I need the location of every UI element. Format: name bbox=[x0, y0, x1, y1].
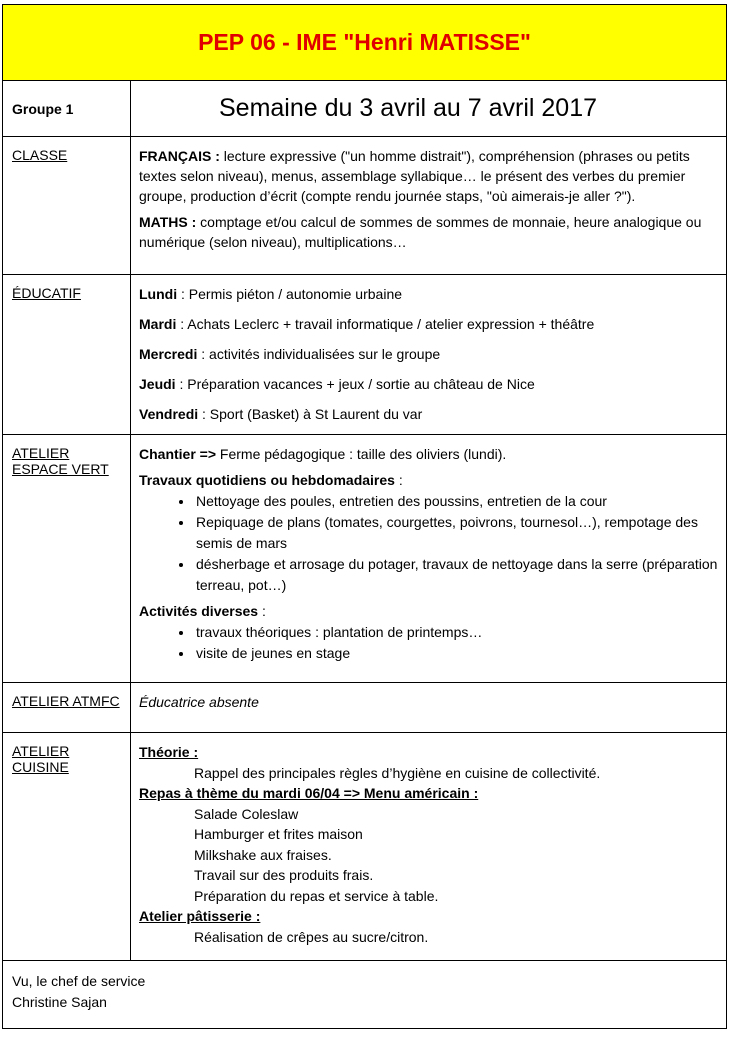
cuisine-label-line1: ATELIER bbox=[12, 743, 70, 759]
group-label: Groupe 1 bbox=[3, 81, 131, 137]
day-text: : Permis piéton / autonomie urbaine bbox=[177, 286, 403, 302]
classe-row bbox=[3, 137, 727, 275]
cuisine-label-cell bbox=[3, 733, 131, 961]
group-row bbox=[3, 81, 727, 137]
theorie-title: Théorie : bbox=[139, 744, 199, 760]
atmfc-label: ATELIER ATMFC bbox=[12, 693, 120, 709]
travaux-colon: : bbox=[394, 472, 403, 488]
espace-vert-label-cell bbox=[3, 435, 131, 683]
day-name: Mercredi bbox=[139, 346, 198, 362]
espace-vert-content bbox=[131, 435, 727, 683]
signature-line2: Christine Sajan bbox=[12, 994, 107, 1010]
patisserie-text: Réalisation de crêpes au sucre/citron. bbox=[194, 928, 429, 945]
educatif-label-cell bbox=[3, 275, 131, 435]
classe-label-cell bbox=[3, 137, 131, 275]
day-item-lundi bbox=[139, 284, 718, 304]
signature-block bbox=[3, 961, 727, 1029]
signature-line1: Vu, le chef de service bbox=[12, 973, 146, 989]
theorie-text: Rappel des principales règles d’hygiène en cuisine de collectivité. bbox=[194, 764, 601, 781]
classe-content bbox=[131, 137, 727, 275]
list-item: • visite de jeunes en stage bbox=[194, 643, 718, 664]
day-name: Lundi bbox=[139, 286, 178, 302]
week-title: Semaine du 3 avril au 7 avril 2017 bbox=[131, 81, 727, 137]
maths-title: MATHS : bbox=[139, 214, 197, 230]
list-item: • désherbage et arrosage du potager, travaux de nettoyage dans la serre (préparation terreau, pot…) bbox=[194, 554, 718, 596]
day-text: : Sport (Basket) à St Laurent du var bbox=[198, 406, 423, 422]
day-name: Mardi bbox=[139, 316, 177, 332]
educatif-row bbox=[3, 275, 727, 435]
day-text: : activités individualisées sur le groupe bbox=[197, 346, 441, 362]
activites-heading bbox=[139, 601, 718, 622]
footer-row bbox=[3, 961, 727, 1029]
espace-vert-label-line2: ESPACE VERT bbox=[12, 461, 109, 477]
travaux-title: Travaux quotidiens ou hebdomadaires bbox=[139, 472, 395, 488]
day-name: Jeudi bbox=[139, 376, 176, 392]
atmfc-content bbox=[131, 683, 727, 733]
travaux-list bbox=[139, 491, 718, 596]
maths-paragraph bbox=[139, 212, 718, 252]
repas-heading bbox=[139, 783, 718, 804]
espace-vert-label-line1: ATELIER bbox=[12, 445, 70, 461]
day-item-mercredi bbox=[139, 344, 718, 364]
activites-colon: : bbox=[258, 603, 266, 619]
chantier-text: Ferme pédagogique : taille des oliviers (lundi). bbox=[216, 446, 507, 462]
francais-paragraph bbox=[139, 146, 718, 206]
patisserie-heading bbox=[139, 906, 718, 927]
educatif-label: ÉDUCATIF bbox=[12, 285, 81, 301]
espace-vert-row bbox=[3, 435, 727, 683]
repas-title: Repas à thème du mardi 06/04 => Menu américain : bbox=[139, 785, 479, 801]
list-item: • travaux théoriques : plantation de printemps… bbox=[194, 622, 718, 643]
day-item-mardi bbox=[139, 314, 718, 334]
schedule-table bbox=[2, 4, 727, 1029]
chantier-title: Chantier => bbox=[139, 446, 217, 462]
title-row bbox=[3, 5, 727, 81]
classe-label: CLASSE bbox=[12, 147, 68, 163]
atmfc-label-cell bbox=[3, 683, 131, 733]
menu-item: Hamburger et frites maison bbox=[194, 826, 363, 842]
chantier-paragraph bbox=[139, 444, 718, 465]
list-item: • Repiquage de plans (tomates, courgettes, poivrons, tournesol…), rempotage des semis de mars bbox=[194, 512, 718, 554]
menu-item: Salade Coleslaw bbox=[194, 805, 299, 822]
cuisine-content bbox=[131, 733, 727, 961]
list-item: • Nettoyage des poules, entretien des poussins, entretien de la cour bbox=[194, 491, 718, 512]
day-text: : Achats Leclerc + travail informatique / atelier expression + théâtre bbox=[176, 316, 595, 332]
page-title: PEP 06 - IME "Henri MATISSE" bbox=[198, 29, 531, 55]
educatif-content bbox=[131, 275, 727, 435]
menu-item: Préparation du repas et service à table. bbox=[194, 887, 439, 904]
theorie-heading bbox=[139, 742, 718, 763]
travaux-heading bbox=[139, 470, 718, 491]
day-text: : Préparation vacances + jeux / sortie au château de Nice bbox=[175, 376, 535, 392]
day-item-vendredi bbox=[139, 404, 718, 424]
day-item-jeudi bbox=[139, 374, 718, 394]
menu-item: Milkshake aux fraises. bbox=[194, 846, 332, 863]
patisserie-title: Atelier pâtisserie : bbox=[139, 908, 261, 924]
activites-list bbox=[139, 622, 718, 664]
francais-title: FRANÇAIS : bbox=[139, 148, 220, 164]
title-banner bbox=[3, 5, 727, 81]
francais-text: lecture expressive ("un homme distrait"), compréhension (phrases ou petits textes selon niveau), menus, assemblage syllabique… le présent des verbes du premier groupe, production d’écrit (compte rendu journée staps, "où aimerais-je aller ?"). bbox=[139, 148, 690, 204]
cuisine-row bbox=[3, 733, 727, 961]
atmfc-row bbox=[3, 683, 727, 733]
maths-text: comptage et/ou calcul de sommes de sommes de monnaie, heure analogique ou numérique (selon niveau), multiplications… bbox=[139, 214, 702, 250]
atmfc-text: Éducatrice absente bbox=[139, 694, 259, 710]
cuisine-label-line2: CUISINE bbox=[12, 759, 69, 775]
activites-title: Activités diverses bbox=[139, 603, 259, 619]
day-name: Vendredi bbox=[139, 406, 199, 422]
menu-item: Travail sur des produits frais. bbox=[194, 867, 374, 883]
